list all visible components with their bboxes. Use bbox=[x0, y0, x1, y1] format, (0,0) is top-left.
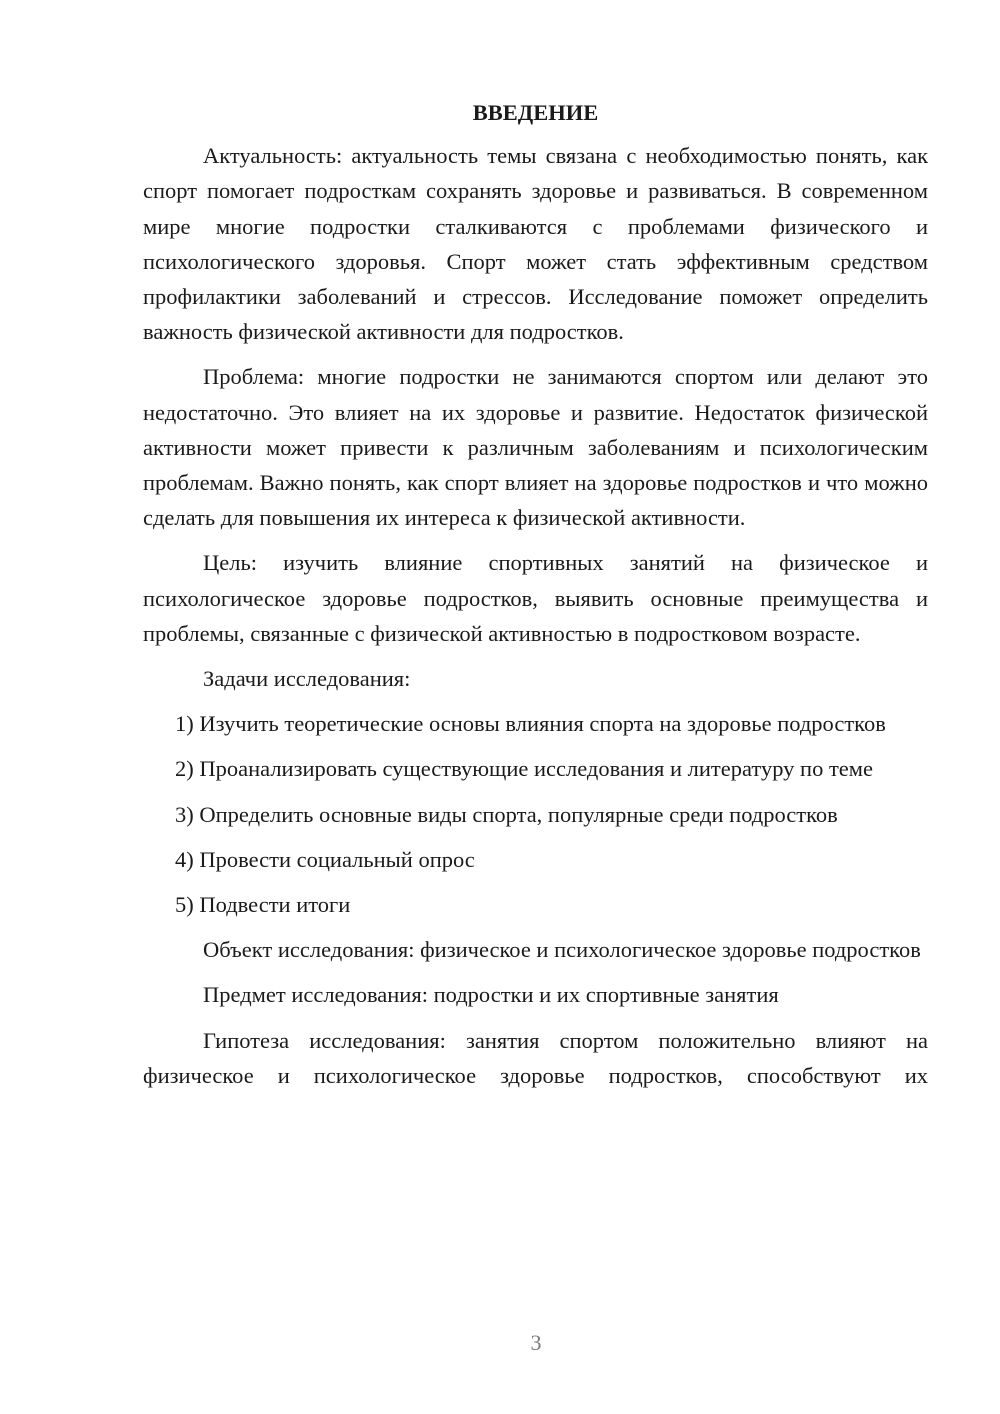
tasks-title: Задачи исследования: bbox=[203, 666, 411, 692]
subject-paragraph: Предмет исследования: подростки и их спортивные занятия bbox=[203, 982, 779, 1008]
goal-paragraph: Цель: изучить влияние спортивных занятий на физическое и психологическое здоровье подростков, выявить основные преимущества и проблемы, связанные с физической активностью в подростковом возрасте. bbox=[143, 550, 928, 646]
task-item: 1) Изучить теоретические основы влияния спорта на здоровье подростков bbox=[175, 711, 886, 737]
task-item: 5) Подвести итоги bbox=[175, 892, 351, 918]
task-item: 2) Проанализировать существующие исследования и литературу по теме bbox=[175, 756, 873, 782]
page-number: 3 bbox=[530, 1330, 542, 1355]
problem-paragraph: Проблема: многие подростки не занимаются спортом или делают это недостаточно. Это влияет на их здоровье и развитие. Недостаток физической активности может привести к различным заболеваниям и психологическим проблемам. Важно понять, как спорт влияет на здоровье подростков и что можно сделать для повышения их интереса к физической активности. bbox=[143, 364, 928, 531]
hypothesis-paragraph: Гипотеза исследования: занятия спортом положительно влияют на физическое и психологическое здоровье подростков, способствуют их bbox=[143, 1027, 928, 1088]
object-paragraph: Объект исследования: физическое и психологическое здоровье подростков bbox=[203, 937, 921, 963]
task-item: 3) Определить основные виды спорта, популярные среди подростков bbox=[175, 801, 838, 827]
section-heading: ВВЕДЕНИЕ bbox=[472, 100, 599, 125]
task-item: 4) Провести социальный опрос bbox=[175, 846, 475, 872]
relevance-paragraph: Актуальность: актуальность темы связана с необходимостью понять, как спорт помогает подросткам сохранять здоровье и развиваться. В современном мире многие подростки сталкиваются с проблемами физического и психологического здоровья. Спорт может стать эффективным средством профилактики заболеваний и стрессов. Исследование поможет определить важность физической активности для подростков. bbox=[143, 143, 928, 345]
page-content bbox=[143, 95, 928, 1093]
